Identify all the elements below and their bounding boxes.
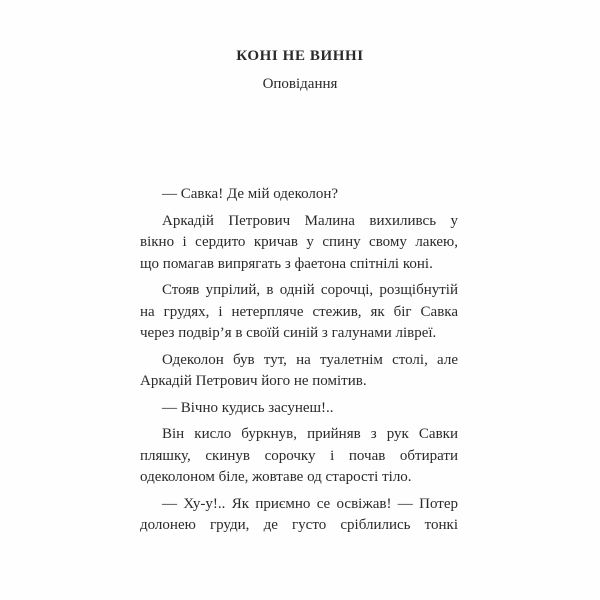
paragraph (140, 280, 458, 345)
paragraph-line: пляшку, скинув сорочку і почав обтирати (140, 447, 458, 464)
story-title: КОНІ НЕ ВИННІ (236, 48, 364, 64)
paragraph-line: на грудях, і нетерпляче стежив, як біг Савка (140, 303, 458, 320)
paragraph (140, 184, 458, 206)
paragraph (140, 424, 458, 489)
paragraph-line: Стояв упрілий, в одній сорочці, розщібнутій (162, 282, 458, 298)
paragraph (140, 211, 458, 276)
paragraph-line: одеколоном біле, жовтаве од старості тіло. (140, 469, 412, 485)
paragraph-line: Аркадій Петрович Малина вихиливсь у (162, 212, 458, 229)
paragraph-line: долонею груди, де густо сріблились тонкі (140, 517, 458, 533)
paragraph-line: вікно і сердито кричав у спину свому лакею, (140, 234, 458, 250)
paragraph-line: — Ху-у!.. Як приємно се освіжав! — Потер (162, 495, 458, 512)
story-text (140, 184, 458, 542)
paragraph-line: через подвір’я в своїй синій з галунами лівреї. (140, 325, 437, 341)
story-subtitle: Оповідання (262, 76, 338, 92)
paragraph (140, 398, 458, 420)
paragraph-line: Одеколон був тут, на туалетнім столі, але (162, 351, 458, 368)
paragraph-line: що помагав випрягать з фаетона спітнілі коні. (140, 255, 433, 272)
paragraph-line: Аркадій Петрович його не помітив. (140, 373, 367, 389)
paragraph-line: Він кисло буркнув, прийняв з рук Савки (162, 426, 458, 442)
paragraph (140, 494, 458, 537)
paragraph-line: — Савка! Де мій одеколон? (162, 186, 339, 202)
paragraph-line: — Вічно кудись засунеш!.. (162, 399, 334, 416)
paragraph (140, 350, 458, 393)
